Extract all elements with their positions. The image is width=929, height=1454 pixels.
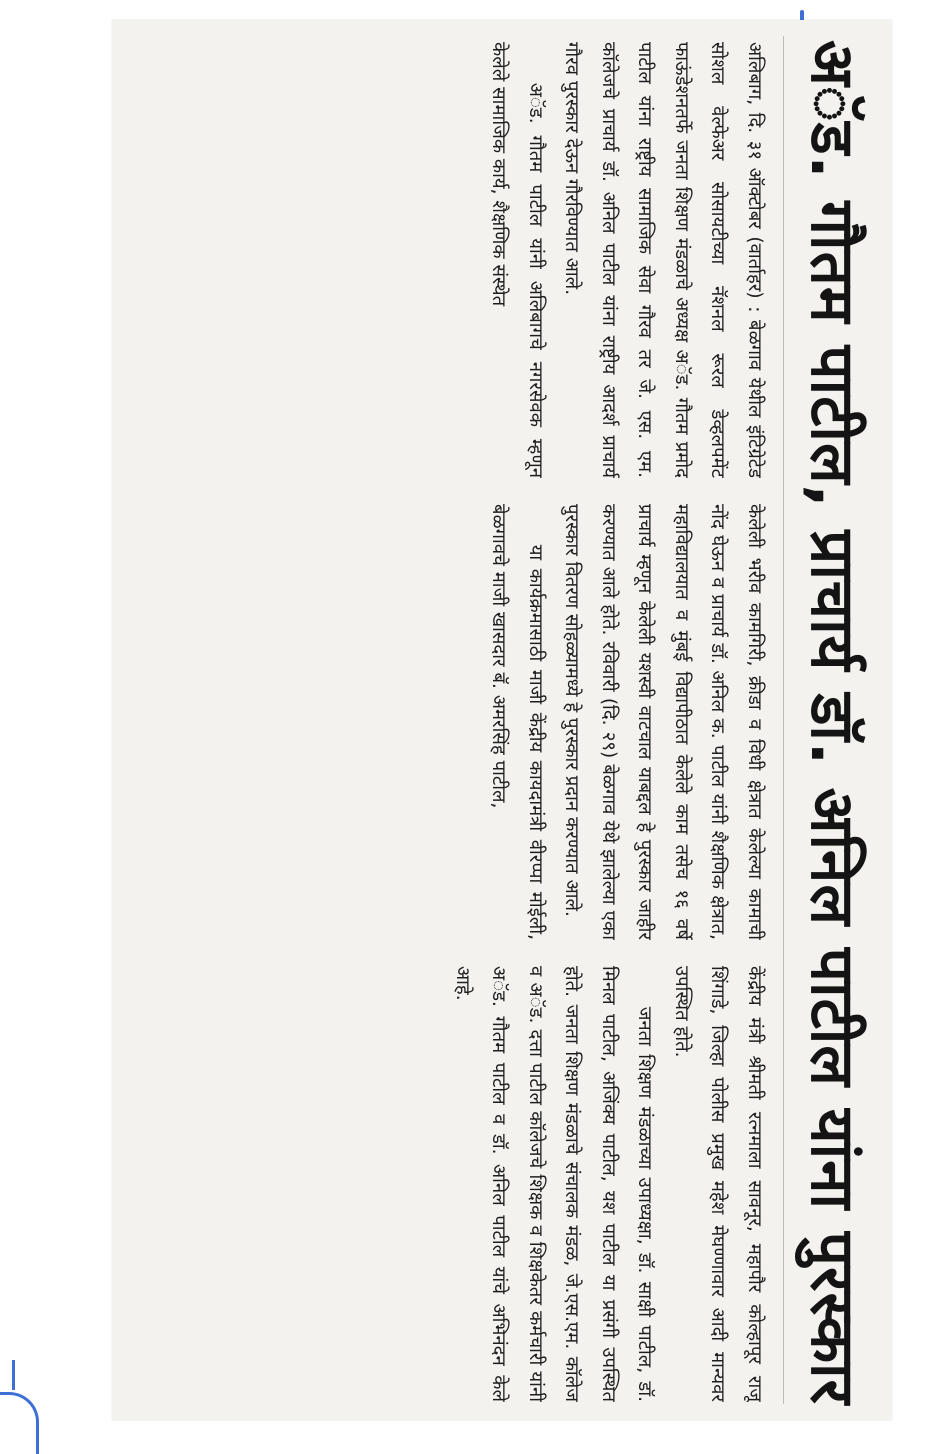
article-column-3 xyxy=(132,966,772,1402)
paragraph: केंद्रीय मंत्री श्रीमती रत्नमाला सावनूर, महापौर कोल्हापूर राजू शिंगाडे, जिल्हा पोलीस प्रमुख महेश मेघण्णावार आदी मान्यवर उपस्थित होते. xyxy=(671,966,765,1402)
paragraph: जनता शिक्षण मंडळाच्या उपाध्यक्षा, डॉ. साक्षी पाटील, डॉ. मिनल पाटील, अजिंक्य पाटील, यश पाटील या प्रसंगी उपस्थित होते. जनता शिक्षण मंडळाचे संचालक मंडळ, जे.एस.एम. कॉलेज व अॅड. दत्ता पाटील कॉलेजचे शिक्षक व शिक्षकेतर कर्मचारी यांनी अॅड. गौतम पाटील व डॉ. अनिल पाटील यांचे अभिनंदन केले आहे. xyxy=(452,966,656,1402)
newspaper-clipping xyxy=(112,20,892,1420)
paragraph: केलेली भरीव कामगिरी, क्रीडा व विधी क्षेत्रात केलेल्या कामाची नोंद घेऊन व प्राचार्य डॉ. अनिल क. पाटील यांनी शैक्षणिक क्षेत्रात, महाविद्यालयात व मुंबई विद्यापीठात केलेले काम तसेच १६ वर्षे प्राचार्य म्हणून केलेली यशस्वी वाटचाल याबद्दल हे पुरस्कार जाहीर करण्यात आले होते. रविवारी (दि. २९) बेळगाव येथे झालेल्या एका पुरस्कार वितरण सोहळ्यामध्ये हे पुरस्कार प्रदान करण्यात आले. xyxy=(561,504,765,940)
article-headline: अॅड. गौतम पाटील, प्राचार्य डॉ. अनिल पाटील यांना पुरस्कार xyxy=(797,40,867,1406)
article-column-2 xyxy=(132,504,772,940)
paragraph: या कार्यक्रमासाठी माजी केंद्रीय कायदामंत्री वीरप्पा मोईली, बेळगावचे माजी खासदार बॅ. अमरसिंह पाटील, xyxy=(488,504,546,940)
paragraph: अॅड. गौतम पाटील यांनी अलिबागचे नगरसेवक म्हणून केलेले सामाजिक कार्य, शैक्षणिक संस्थेत xyxy=(488,42,546,478)
headline-divider xyxy=(783,36,784,1404)
article-columns xyxy=(132,42,772,1402)
article-column-1 xyxy=(132,42,772,478)
paragraph: अलिबाग, दि. ३१ ऑक्टोबर (वार्ताहर) : बेळगाव येथील इंटिग्रेटेड सोशल वेल्फेअर सोसायटीच्या नॅशनल रूरल डेव्हलपमेंट फाऊंडेशनतर्फे जनता शिक्षण मंडळाचे अध्यक्ष अॅड. गौतम प्रमोद पाटील यांना राष्ट्रीय सामाजिक सेवा गौरव तर जे. एस. एम. कॉलेजचे प्राचार्य डॉ. अनिल पाटील यांना राष्ट्रीय आदर्श प्राचार्य गौरव पुरस्कार देऊन गौरविण्यात आले. xyxy=(561,42,765,478)
pen-mark-left xyxy=(12,1360,15,1390)
pen-mark-curve xyxy=(0,1392,39,1454)
